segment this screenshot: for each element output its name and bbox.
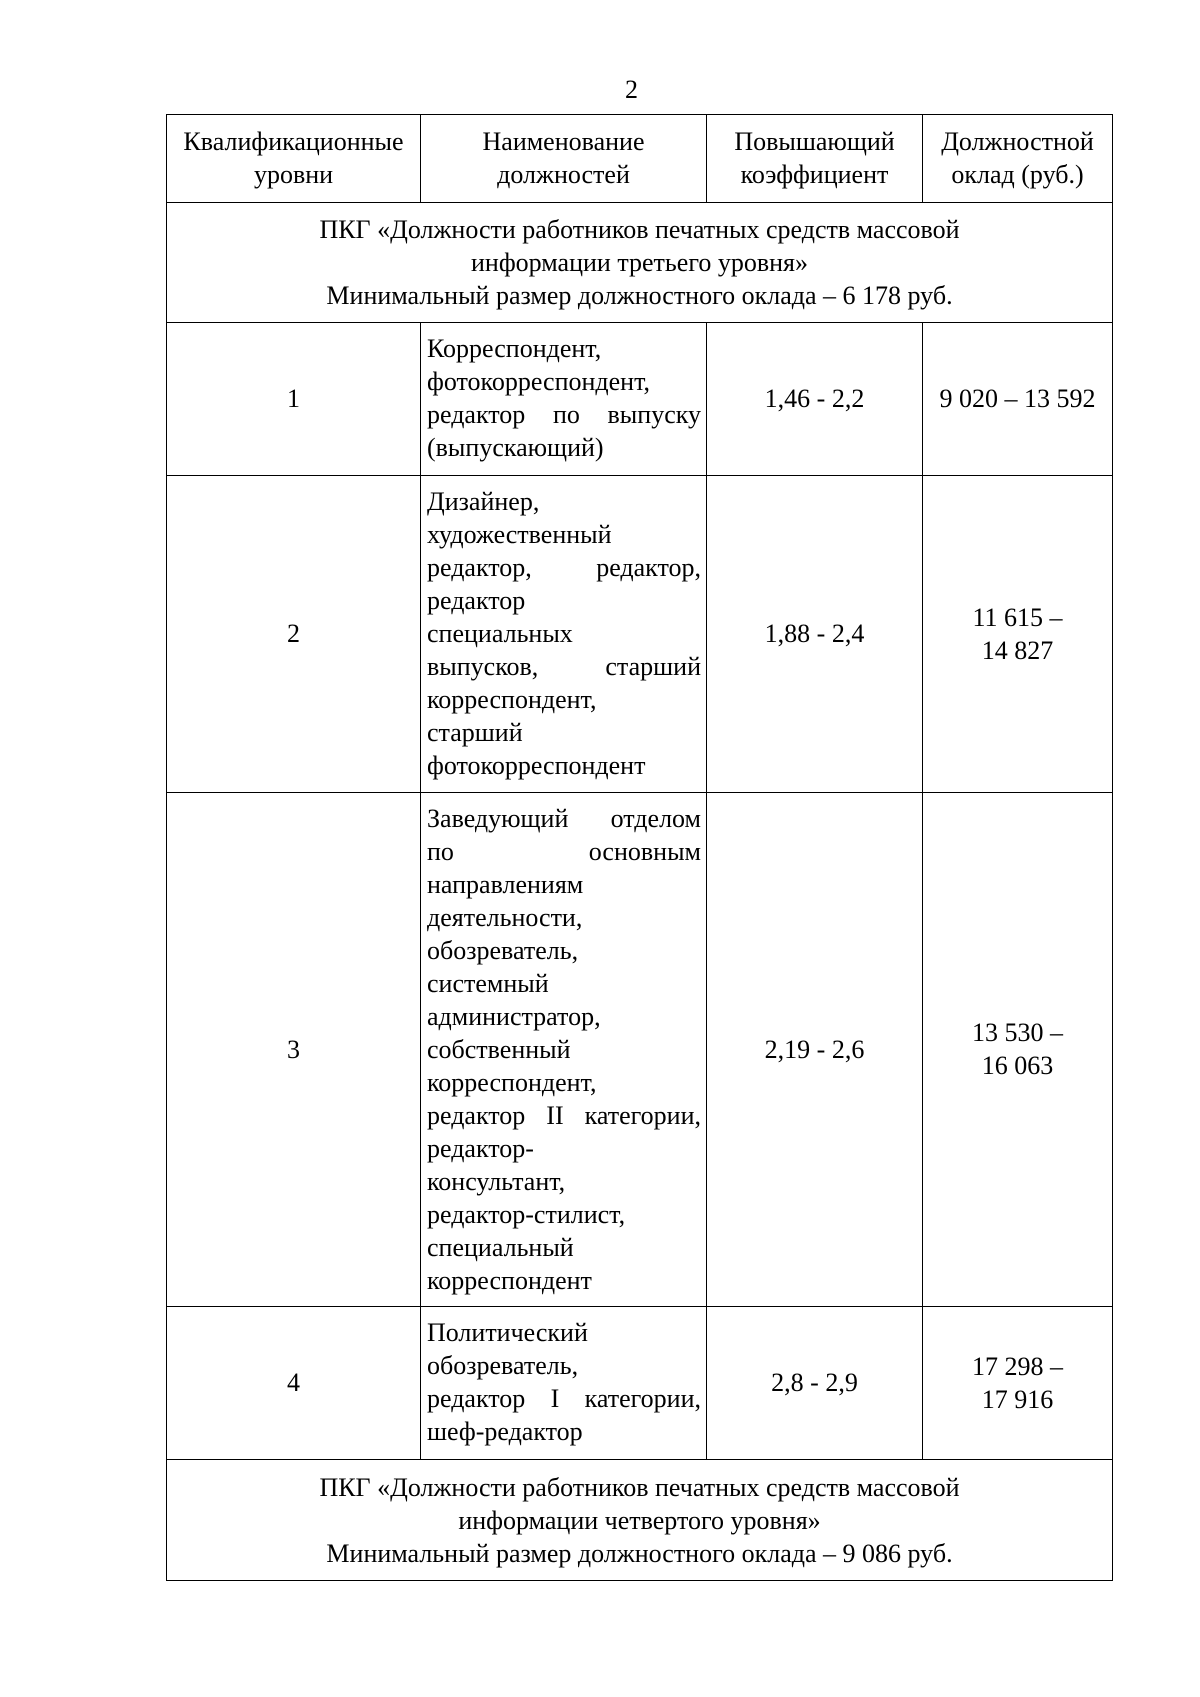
position-name-line: фотокорреспондент,	[427, 366, 650, 396]
position-name-line: обозреватель,	[427, 1350, 579, 1380]
table-row	[167, 1306, 1113, 1459]
salary-cell	[923, 1306, 1113, 1459]
position-names-cell	[421, 322, 707, 475]
position-name-line: фотокорреспондент	[427, 750, 646, 780]
position-name-line: Заведующий отделом	[427, 804, 701, 834]
position-names-cell	[421, 793, 707, 1307]
position-name-line: Дизайнер,	[427, 486, 540, 516]
header-text: Квалификационные	[183, 127, 404, 157]
table-row	[167, 322, 1113, 475]
position-name-line: корреспондент	[427, 1266, 592, 1296]
position-name-line: старший	[427, 717, 523, 747]
header-position-names	[421, 115, 707, 203]
salary-line: 17 916	[981, 1384, 1054, 1414]
position-name-line: редактор II категории,	[427, 1101, 701, 1131]
header-text: коэффициент	[740, 160, 889, 190]
salary-line: 16 063	[981, 1051, 1054, 1081]
header-text: должностей	[497, 160, 630, 190]
header-text: Повышающий	[734, 127, 895, 157]
coefficient-cell: 2,19 - 2,6	[707, 793, 923, 1307]
coefficient-cell: 2,8 - 2,9	[707, 1306, 923, 1459]
group-line: ПКГ «Должности работников печатных средств массовой	[319, 1472, 960, 1502]
header-text: Должностной	[941, 127, 1094, 157]
qualification-level-cell: 1	[167, 322, 421, 475]
position-names-cell	[421, 475, 707, 792]
position-name-line: специальных	[427, 618, 573, 648]
position-name-line: по основным	[427, 837, 701, 867]
salary-cell	[923, 322, 1113, 475]
salary-line: 14 827	[981, 635, 1054, 665]
position-name-line: корреспондент,	[427, 684, 597, 714]
header-qualification-levels	[167, 115, 421, 203]
table-row	[167, 793, 1113, 1307]
position-name-line: шеф-редактор	[427, 1416, 583, 1446]
position-name-line: редактор-	[427, 1134, 534, 1164]
group-line: Минимальный размер должностного оклада – 6 178 руб.	[326, 280, 953, 310]
qualification-level-cell: 4	[167, 1306, 421, 1459]
position-name-line: специальный	[427, 1233, 574, 1263]
position-name-line: собственный	[427, 1035, 571, 1065]
position-name-line: направлениям	[427, 870, 584, 900]
header-salary	[923, 115, 1113, 203]
salary-cell	[923, 475, 1113, 792]
salary-line: 11 615 –	[972, 602, 1063, 632]
qualification-level-cell: 2	[167, 475, 421, 792]
page-number: 2	[625, 75, 638, 104]
table-row	[167, 475, 1113, 792]
salary-table	[166, 114, 1113, 1581]
salary-line: 9 020 – 13 592	[939, 384, 1096, 414]
group-row-third-level	[167, 202, 1113, 322]
salary-cell	[923, 793, 1113, 1307]
position-name-line: системный	[427, 969, 549, 999]
group-line: информации четвертого уровня»	[458, 1505, 821, 1535]
position-name-line: редактор по выпуску	[427, 399, 701, 429]
position-name-line: консультант,	[427, 1167, 566, 1197]
position-name-line: (выпускающий)	[427, 432, 604, 462]
salary-line: 17 298 –	[972, 1351, 1063, 1381]
position-name-line: редактор	[427, 585, 526, 615]
position-name-line: Политический	[427, 1317, 588, 1347]
header-coefficient	[707, 115, 923, 203]
header-text: оклад (руб.)	[951, 160, 1084, 190]
position-name-line: редактор I категории,	[427, 1383, 701, 1413]
position-name-line: Корреспондент,	[427, 333, 602, 363]
position-name-line: художественный	[427, 519, 612, 549]
header-text: Наименование	[482, 127, 645, 157]
position-name-line: обозреватель,	[427, 936, 579, 966]
header-text: уровни	[253, 160, 334, 190]
position-name-line: выпусков, старший	[427, 651, 701, 681]
position-name-line: деятельности,	[427, 903, 583, 933]
coefficient-cell: 1,88 - 2,4	[707, 475, 923, 792]
group-line: ПКГ «Должности работников печатных средств массовой	[319, 214, 960, 244]
group-heading-third-level	[167, 202, 1113, 322]
group-line: Минимальный размер должностного оклада – 9 086 руб.	[326, 1538, 953, 1568]
qualification-level-cell: 3	[167, 793, 421, 1307]
salary-line: 13 530 –	[972, 1018, 1063, 1048]
table-header-row	[167, 115, 1113, 203]
position-name-line: корреспондент,	[427, 1068, 597, 1098]
position-names-cell	[421, 1306, 707, 1459]
group-line: информации третьего уровня»	[471, 247, 808, 277]
coefficient-cell: 1,46 - 2,2	[707, 322, 923, 475]
group-heading-fourth-level	[167, 1460, 1113, 1581]
position-name-line: администратор,	[427, 1002, 601, 1032]
group-row-fourth-level	[167, 1460, 1113, 1581]
position-name-line: редактор, редактор,	[427, 552, 701, 582]
position-name-line: редактор-стилист,	[427, 1200, 626, 1230]
